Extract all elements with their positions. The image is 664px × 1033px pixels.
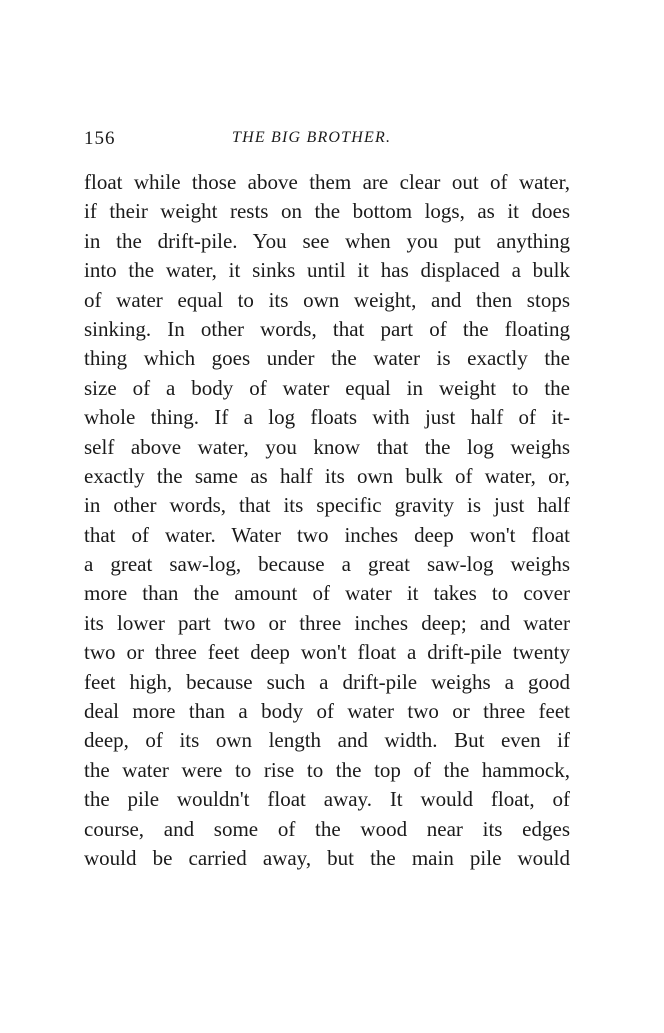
text-line: that of water. Water two inches deep won't float [84,522,570,547]
text-line: its lower part two or three inches deep; and water [84,610,570,635]
text-line: the water were to rise to the top of the hammock, [84,757,570,782]
text-line: two or three feet deep won't float a drift-pile twenty [84,640,570,665]
text-line: if their weight rests on the bottom logs, as it does [84,199,570,224]
text-line: in other words, that its specific gravity is just half [84,493,570,518]
text-line: whole thing. If a log floats with just half of it- [84,405,570,430]
text-line: self above water, you know that the log weighs [84,434,570,459]
text-line: thing which goes under the water is exactly the [84,346,570,371]
text-line: into the water, it sinks until it has displaced a bulk [84,258,570,283]
text-line: of water equal to its own weight, and then stops [84,287,570,312]
text-line: course, and some of the wood near its edges [84,816,570,841]
text-line: float while those above them are clear out of water, [84,170,570,194]
text-line: a great saw-log, because a great saw-log weighs [84,552,570,577]
text-line: exactly the same as half its own bulk of water, or, [84,463,570,488]
text-line: deep, of its own length and width. But even if [84,728,570,753]
running-head [84,128,572,152]
text-line: would be carried away, but the main pile would [84,845,570,870]
text-line: more than the amount of water it takes to cover [84,581,570,606]
text-line: size of a body of water equal in weight to the [84,375,570,400]
text-line: sinking. In other words, that part of the floating [84,316,570,341]
text-line: feet high, because such a drift-pile weighs a good [84,669,570,694]
running-title: THE BIG BROTHER. [232,129,392,146]
text-line: deal more than a body of water two or three feet [84,699,570,724]
body-text [84,168,570,873]
text-line: in the drift-pile. You see when you put anything [84,228,570,253]
page-number: 156 [84,128,116,149]
text-line: the pile wouldn't float away. It would float, of [84,787,570,812]
